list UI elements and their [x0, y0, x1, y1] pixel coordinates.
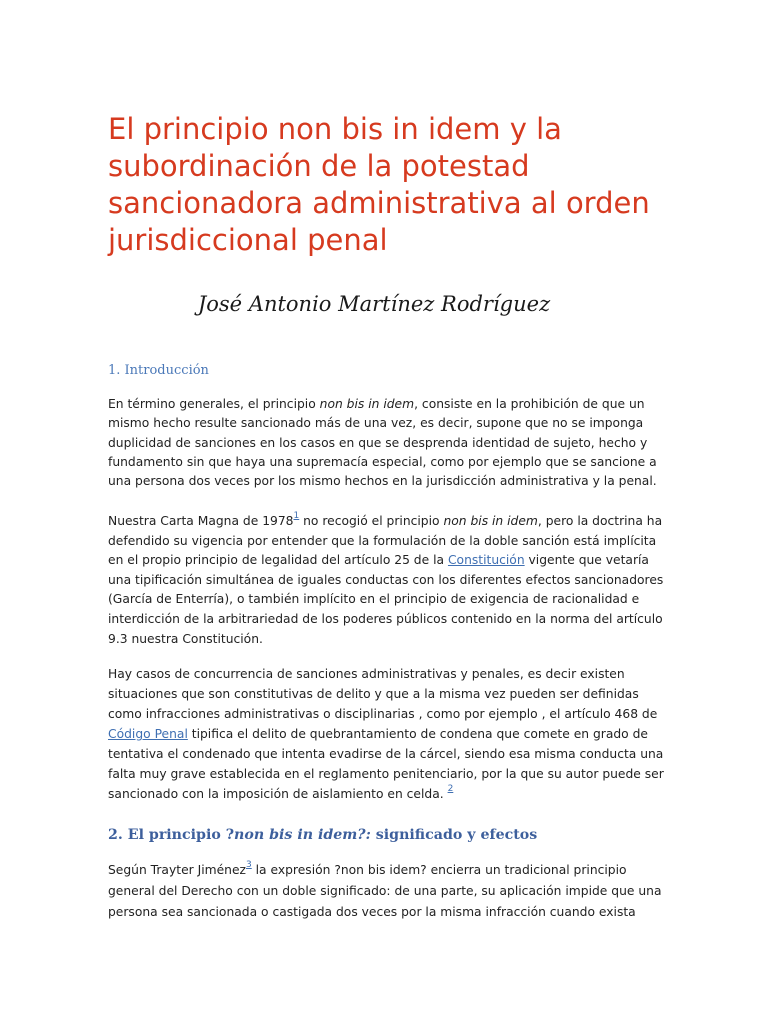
- footnote-link[interactable]: 2: [447, 784, 454, 794]
- latin-term: non bis in idem: [443, 514, 538, 528]
- footnote-link[interactable]: 3: [246, 860, 252, 870]
- paragraph: En término generales, el principio non bis in idem, consiste en la prohibición de que un mismo hecho resulte sancionado más de una vez, es decir, supone que no se imponga duplicidad de sanciones en los casos en que se desprenda identidad de sujeto, hecho y fundamento sin que haya una supremacía especial, como por ejemplo que se sancione a una persona dos veces por los mismo hechos en la jurisdicción administrativa y la penal.: [108, 397, 657, 489]
- paragraph: Según Trayter Jiménez$^3$ la expresión ?non bis idem? encierra un tradicional principio general del Derecho con un doble significado: de una parte, su aplicación impide que una persona sea sancionada o castigada dos veces por la misma infracción cuando exista: [108, 860, 662, 919]
- latin-term: non bis in idem: [319, 397, 415, 411]
- footnote-ref-2[interactable]: [448, 784, 454, 794]
- paragraph: Nuestra Carta Magna de 1978$^1$ no recogió el principio non bis in idem, pero la doctrina ha defendido su vigencia por entender que la formulación de la doble sanción está implícita en el propio principio de legalidad del artículo 25 de la Constitución vigente que vetaría una tipificación simultánea de iguales conductas con los diferentes efectos sancionadores (García de Enterría), o también implícito en el principio de exigencia de racionalidad e interdicción de la arbitrariedad de los poderes públicos contenido en la norma del artículo 9.3 nuestra Constitución.: [108, 511, 664, 646]
- paragraph: Hay casos de concurrencia de sanciones administrativas y penales, es decir existen situaciones que son constitutivas de delito y que a la misma vez pueden ser definidas como infracciones administrativas o disciplinarias , como por ejemplo , el artículo 468 de Código Penal tipifica el delito de quebrantamiento de condena que comete en grado de tentativa el condenado que intenta evadirse de la cárcel, siendo esa misma conducta una falta muy grave establecida en el reglamento penitenciario, por la que su autor puede ser sancionado con la imposición de aislamiento en celda. $^2$: [108, 667, 664, 801]
- document-title: El principio non bis in idem y la subordinación de la potestad sancionadora administrativa al orden jurisdiccional penal: [108, 112, 650, 257]
- codigo-penal-link[interactable]: Código Penal: [108, 727, 188, 741]
- section-heading-significado: 2. El principio ?non bis in idem?: significado y efectos: [108, 827, 538, 843]
- author-name: José Antonio Martínez Rodríguez: [197, 292, 551, 316]
- constitucion-link[interactable]: Constitución: [447, 553, 525, 568]
- section-heading-introduccion: 1. Introducción: [108, 363, 209, 378]
- footnote-link[interactable]: 1: [293, 511, 300, 521]
